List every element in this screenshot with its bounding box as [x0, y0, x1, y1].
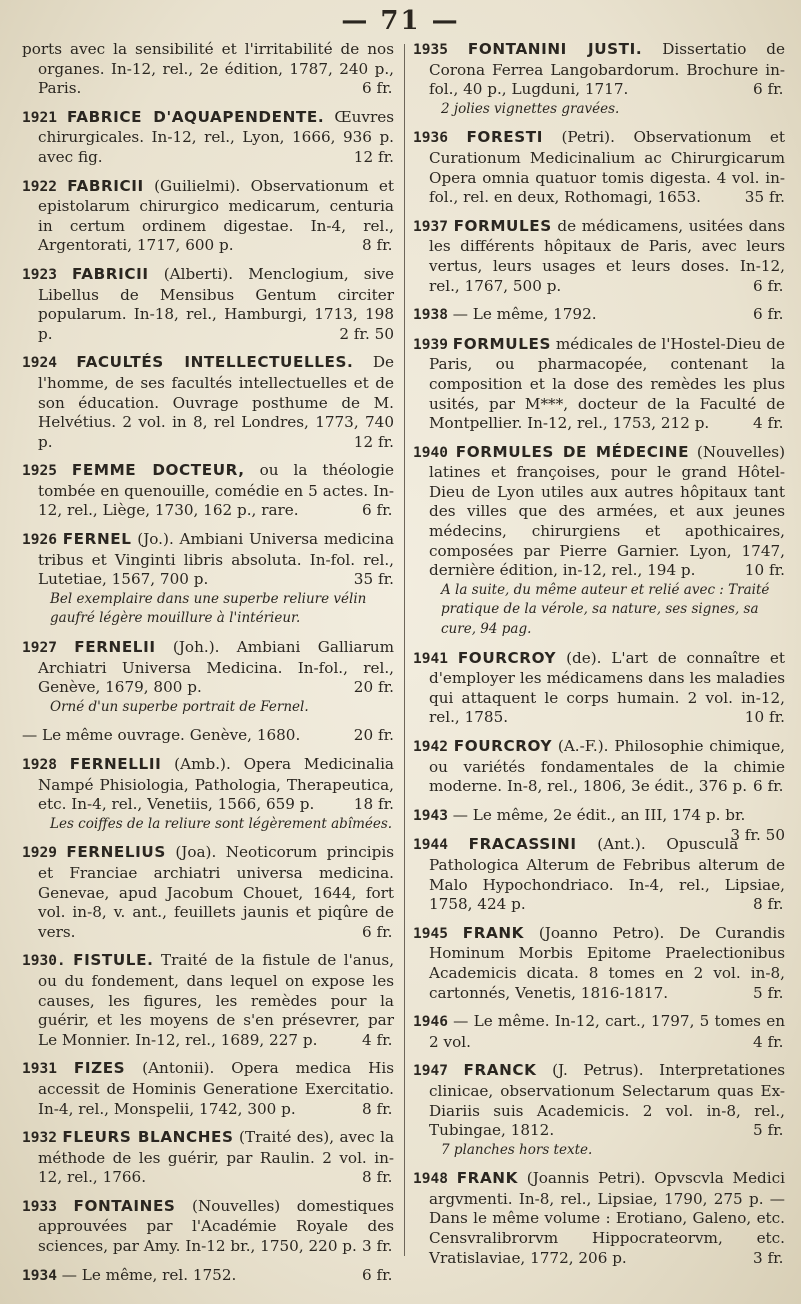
right-column	[413, 40, 785, 1277]
entry-description: — Le même, 2e édit., an III, 174 p. br.	[452, 805, 746, 824]
entry-price: 4 fr.	[752, 414, 784, 433]
catalogue-entry	[413, 1012, 785, 1052]
entry-note: Les coiffes de la reliure sont légèrement abîmées.	[50, 815, 393, 832]
entry-description: De l'homme, de ses facultés intellectuelles et de son éducation. Ouvrage posthume de M. Helvétius. 2 vol. in 8, rel Londres, 1773, 740 p.	[38, 353, 394, 451]
entry-number: 1925	[22, 463, 57, 480]
entry-price: 4 fr.	[361, 1030, 393, 1049]
entry-title: FISTULE.	[73, 951, 154, 970]
entry-price: 6 fr.	[752, 80, 784, 99]
catalogue-entry	[22, 755, 394, 834]
entry-number: 1922	[22, 178, 57, 195]
entry-price: 6 fr.	[361, 79, 393, 98]
entry-price: 8 fr.	[361, 1099, 393, 1118]
catalogue-entry	[413, 40, 785, 119]
entry-title: FERNEL	[62, 530, 132, 549]
entry-title: FRANCK	[463, 1061, 537, 1080]
entry-title: FONTANINI JUSTI.	[467, 40, 643, 58]
catalogue-entry	[413, 1169, 785, 1268]
entry-title: FABRICII	[67, 176, 144, 195]
entry-number: 1933	[22, 1198, 57, 1215]
entry-title: FEMME DOCTEUR,	[71, 461, 245, 480]
entry-note: 7 planches hors texte.	[441, 1141, 593, 1158]
entry-description: ou la théologie tombée en quenouille, comédie en 5 actes. In-12, rel., Liège, 1730, 162 p., rare.	[38, 461, 395, 520]
entry-price: 10 fr.	[744, 561, 785, 580]
entry-price: 20 fr.	[353, 726, 394, 745]
entry-title: FIZES	[73, 1059, 126, 1078]
entry-number: 1937	[413, 218, 448, 235]
entry-title: FABRICE D'AQUAPENDENTE.	[67, 107, 325, 126]
entry-note: Orné d'un superbe portrait de Fernel.	[50, 698, 309, 715]
entry-description: (Joannis Petri). Opvscvla Medici argvmenti. In-8, rel., Lipsiae, 1790, 275 p. — Dans le même volume : Erotiano, Galeno, etc. Censvralibrorvm Hippocrateorvm, etc. Vratislaviae, 1772, 206 p.	[429, 1169, 786, 1267]
entry-price: 35 fr.	[744, 188, 785, 207]
entry-description: (Amb.). Opera Medicinalia Nampé Phisiologia, Pathologia, Therapeutica, etc. In-4, rel., Venetiis, 1566, 659 p.	[38, 755, 394, 814]
catalogue-entry	[413, 924, 785, 1003]
catalogue-entry	[413, 443, 785, 640]
entry-description: (Alberti). Menclogium, sive Libellus de Mensibus Gentum circiter popularum. In-18, rel., Hamburgi, 1713, 198 p.	[38, 264, 394, 343]
entry-description: (Joanno Petro). De Curandis Hominum Morbis Epitome Praelectionibus Academicis dicata. 8 tomes en 2 vol. in-8, cartonnés, Venetis, 1816-1817.	[429, 923, 786, 1002]
entry-description: Œuvres chirurgicales. In-12, rel., Lyon, 1666, 936 p. avec fig.	[38, 107, 395, 166]
entry-title: FORMULES DE MÉDECINE	[455, 442, 690, 461]
entry-description: (Traité des), avec la méthode de les guérir, par Raulin. 2 vol. in-12, rel., 1766.	[38, 1128, 394, 1187]
entry-description: (Petri). Observationum et Curationum Medicinalium ac Chirurgicarum Opera omnia quatuor tomis digesta. 4 vol. in-fol., rel. en deux, Rothomagi, 1653.	[429, 128, 785, 207]
catalogue-entry	[22, 1266, 394, 1287]
catalogue-entry	[22, 265, 394, 344]
entry-title: FRANK	[456, 1169, 518, 1188]
entry-description: (Antonii). Opera medica His accessit de Hominis Generatione Exercitatio. In-4, rel., Monspelii, 1742, 300 p.	[38, 1059, 395, 1118]
catalogue-entry	[22, 951, 394, 1050]
catalogue-entry	[413, 128, 785, 207]
entry-price: 35 fr.	[353, 570, 394, 589]
entry-description: Traité de la fistule de l'anus, ou du fondement, dans lequel on expose les causes, les figures, les remèdes pour la guérir, et les moyens de s'en présevrer, par Le Monnier. In-12, rel., 1689, 227 p.	[38, 951, 395, 1049]
catalogue-entry	[22, 726, 394, 746]
entry-number: 1944	[413, 837, 448, 854]
entry-description: (J. Petrus). Interpretationes clinicae, observationum Selectarum quas Ex-Diariis suis Academicis. 2 vol. in-8, rel., Tubingae, 1812.	[429, 1061, 786, 1140]
entry-title: FLEURS BLANCHES	[62, 1128, 234, 1147]
entry-number: 1948	[413, 1171, 448, 1188]
entry-price: 8 fr.	[361, 236, 393, 255]
entry-price: 6 fr.	[752, 777, 784, 796]
entry-price: 20 fr.	[353, 678, 394, 697]
entry-price: 5 fr.	[752, 1121, 784, 1140]
catalogue-entry	[22, 1128, 394, 1188]
catalogue-entry	[22, 177, 394, 256]
entry-title: FACULTÉS INTELLECTUELLES.	[76, 353, 354, 372]
catalogue-entry	[413, 1061, 785, 1160]
catalogue-entry	[413, 835, 785, 914]
entry-number: 1936	[413, 130, 448, 147]
entry-number: 1947	[413, 1063, 448, 1080]
entry-number: 1927	[22, 640, 57, 657]
entry-title: FERNELIUS	[66, 843, 166, 862]
entry-price: 10 fr.	[744, 708, 785, 727]
entry-note: A la suite, du même auteur et relié avec : Traité pratique de la vérole, sa nature, ses signes, sa cure, 94 pag.	[441, 581, 770, 638]
entry-price: 2 fr. 50	[339, 324, 394, 343]
entry-description: (A.-F.). Philosophie chimique, ou variétés fondamentales de la chimie moderne. In-8, rel., 1806, 3e édit., 376 p.	[429, 737, 786, 796]
entry-number: 1931	[22, 1061, 57, 1078]
entry-price: 6 fr.	[752, 276, 784, 295]
entry-number: 1932	[22, 1130, 57, 1147]
entry-number: 1946	[413, 1014, 448, 1031]
entry-title: FORESTI	[466, 128, 543, 147]
entry-title: FERNELII	[74, 638, 156, 657]
entry-price: 8 fr.	[752, 895, 784, 914]
entry-price: 18 fr.	[353, 795, 394, 814]
entry-note: Bel exemplaire dans une superbe reliure vélin gaufré légère mouillure à l'intérieur.	[50, 590, 367, 627]
entry-price: 6 fr.	[752, 305, 784, 324]
entry-number: 1935	[413, 42, 448, 58]
entry-title: FERNELLII	[69, 755, 162, 773]
entry-number: 1942	[413, 739, 448, 755]
entry-description: (Nouvelles) latines et françoises, pour le grand Hôtel-Dieu de Lyon utiles aux autres hôpitaux tant des villes que des armées, et aux jeunes médecins, chirurgiens et apothicaires, composées par Pierre Garnier. Lyon, 1747, dernière édition, in-12, rel., 194 p.	[429, 442, 786, 580]
entry-title: FORMULES	[452, 334, 551, 353]
entry-price: 3 fr.	[752, 1248, 784, 1267]
entry-price: 3 fr.	[361, 1237, 393, 1256]
entry-number: 1923	[22, 266, 57, 283]
entry-description: (Jo.). Ambiani Universa medicina tribus et Vinginti libris absoluta. In-fol. rel., Lutetiae, 1567, 700 p.	[38, 530, 395, 589]
catalogue-entry	[413, 335, 785, 434]
entry-description: — Le même ouvrage. Genève, 1680.	[22, 726, 301, 745]
entry-number: 1928	[22, 757, 57, 773]
catalogue-entry	[22, 530, 394, 629]
catalogue-entry	[22, 353, 394, 452]
entry-description: (de). L'art de connaître et d'employer les médicamens dans les maladies qui attaquent le corps humain. 2 vol. in-12, rel., 1785.	[429, 648, 786, 727]
entry-description: (Nouvelles) domestiques approuvées par l'Académie Royale des sciences, par Amy. In-12 br., 1750, 220 p.	[38, 1196, 394, 1256]
catalogue-entry	[413, 217, 785, 296]
entry-price: 4 fr.	[752, 1032, 784, 1051]
entry-price: 5 fr.	[752, 983, 784, 1002]
entry-price: 6 fr.	[361, 1265, 393, 1284]
catalogue-entry	[413, 649, 785, 728]
left-column	[22, 40, 394, 1295]
entry-note: 2 jolies vignettes gravées.	[441, 100, 620, 117]
entry-price: 12 fr.	[353, 432, 394, 451]
catalogue-entry	[22, 461, 394, 521]
entry-price: 8 fr.	[361, 1168, 393, 1187]
entry-number: 1939	[413, 336, 448, 353]
entry-number: 1941	[413, 650, 448, 667]
catalogue-entry	[22, 843, 394, 942]
entry-description: (Joh.). Ambiani Galliarum Archiatri Universa Medicina. In-fol., rel., Genève, 1679, 800 p.	[38, 638, 395, 697]
catalogue-entry	[22, 1059, 394, 1119]
entry-description: médicales de l'Hostel-Dieu de Paris, ou pharmacopée, contenant la composition et la dose des remèdes les plus usités, par M***, docteur de la Faculté de Montpellier. In-12, rel., 1753, 212 p.	[429, 334, 786, 433]
catalogue-entry	[22, 1197, 394, 1257]
entry-description: — Le même. In-12, cart., 1797, 5 tomes en 2 vol.	[429, 1012, 785, 1051]
entry-number: 1926	[22, 532, 57, 549]
entry-number: 1943	[413, 807, 448, 824]
entry-price: 3 fr. 50	[730, 826, 785, 845]
entry-description: — Le même, rel. 1752.	[61, 1265, 237, 1284]
catalogue-entry	[22, 40, 394, 99]
catalogue-entry	[413, 737, 785, 797]
entry-title: FABRICII	[72, 264, 149, 283]
column-divider	[404, 44, 405, 1256]
page-number: — 71 —	[341, 6, 460, 36]
entry-number: 1940	[413, 444, 448, 461]
entry-description: de médicamens, usitées dans les différents hôpitaux de Paris, avec leurs vertus, leurs usages et leurs doses. In-12, rel., 1767, 500 p.	[429, 216, 786, 295]
entry-title: FONTAINES	[73, 1196, 176, 1215]
entry-description: (Ant.). Opuscula Pathologica Alterum de Febribus alterum de Malo Hypochondriaco. In-4, rel., Lipsiae, 1758, 424 p.	[429, 835, 785, 914]
catalogue-entry	[22, 638, 394, 717]
entry-number: 1945	[413, 925, 448, 942]
entry-title: FRACASSINI	[468, 835, 577, 854]
entry-number: 1938	[413, 307, 448, 324]
entry-description: — Le même, 1792.	[452, 305, 597, 324]
entry-description: Dissertatio de Corona Ferrea Langobardorum. Brochure in-fol., 40 p., Lugduni, 1717.	[429, 40, 785, 99]
entry-number: 1934	[22, 1267, 57, 1284]
entry-description: (Joa). Neoticorum principis et Franciae archiatri universa medicina. Genevae, apud Jacobum Chouet, 1644, fort vol. in-8, v. ant., feuillets jaunis et piqûre de vers.	[38, 843, 394, 941]
entry-number: 1929	[22, 845, 57, 862]
entry-number: 1921	[22, 109, 57, 126]
entry-title: FRANK	[462, 923, 525, 942]
entry-price: 6 fr.	[361, 922, 393, 941]
entry-description: ports avec la sensibilité et l'irritabilité de nos organes. In-12, rel., 2e édition, 1787, 240 p., Paris.	[22, 40, 394, 98]
entry-price: 6 fr.	[361, 501, 393, 520]
entry-number: 1924	[22, 355, 57, 372]
entry-title: FORMULES	[453, 216, 552, 235]
entry-title: FOURCROY	[457, 648, 557, 667]
catalogue-entry	[413, 305, 785, 326]
entry-title: FOURCROY	[453, 737, 553, 755]
entry-description: (Guilielmi). Observationum et epistolarum chirurgico medicarum, centuria in certum ordinem digestae. In-4, rel., Argentorati, 1717, 600 p.	[38, 176, 395, 255]
entry-number: 1930.	[22, 953, 66, 970]
entry-price: 12 fr.	[353, 147, 394, 166]
catalogue-entry	[22, 108, 394, 168]
